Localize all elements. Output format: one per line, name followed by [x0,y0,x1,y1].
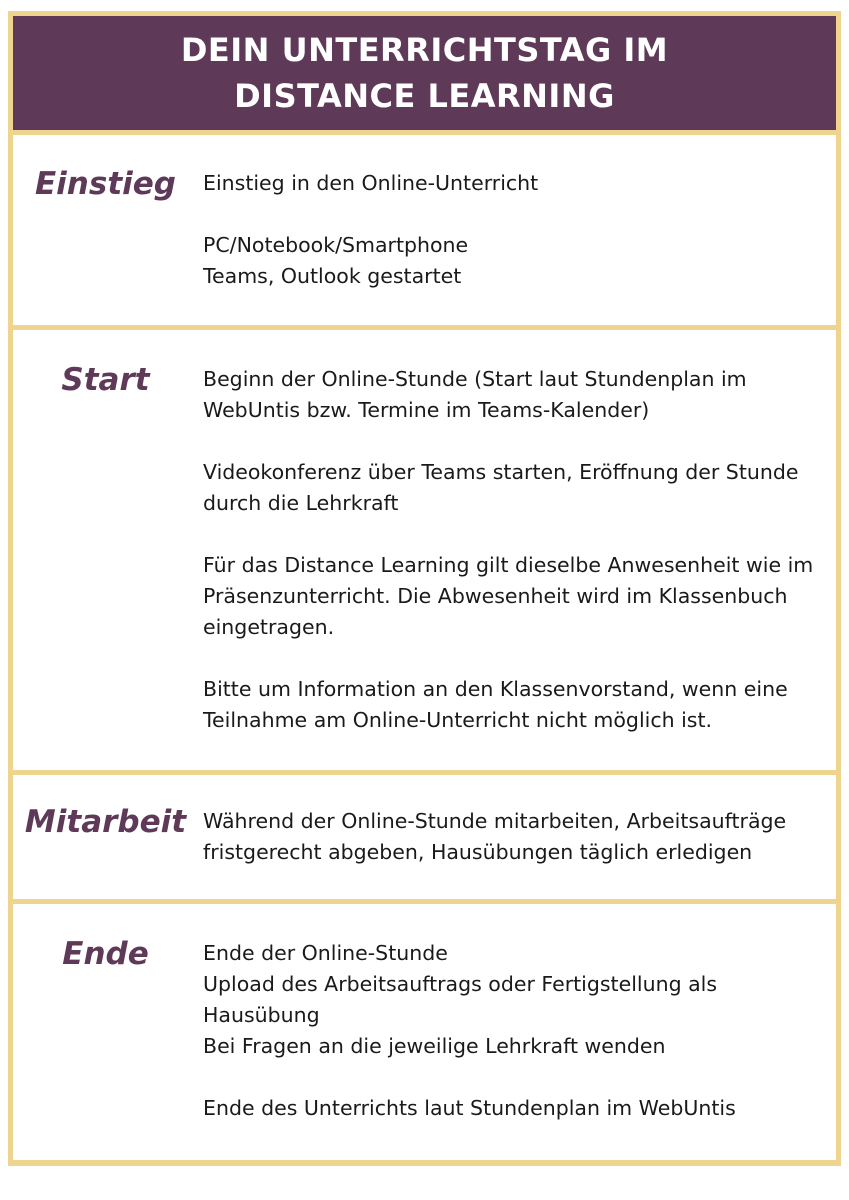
text-line: Bitte um Information an den Klassenvorstand, wenn eine [203,677,788,701]
section-mitarbeit [13,775,836,899]
text-line: Upload des Arbeitsauftrags oder Fertigstellung als [203,972,718,996]
text-line: Teilnahme am Online-Unterricht nicht möglich ist. [203,708,713,732]
text-line: Hausübung [203,1003,320,1027]
section-body-start [203,364,830,736]
text-line: WebUntis bzw. Termine im Teams-Kalender) [203,398,650,422]
text-line: Ende der Online-Stunde [203,941,448,965]
section-label-start: Start [61,362,150,398]
section-label-einstieg: Einstieg [35,166,176,202]
section-label-ende: Ende [62,936,149,972]
text-line: Teams, Outlook gestartet [203,264,462,288]
text-line: Einstieg in den Online-Unterricht [203,171,539,195]
text-line: Ende des Unterrichts laut Stundenplan im WebUntis [203,1096,736,1120]
title-line-2: DISTANCE LEARNING [234,77,615,115]
text-line: Präsenzunterricht. Die Abwesenheit wird im Klassenbuch [203,584,788,608]
text-line: durch die Lehrkraft [203,491,399,515]
text-line: Bei Fragen an die jeweilige Lehrkraft wenden [203,1034,666,1058]
text-line: PC/Notebook/Smartphone [203,233,469,257]
page-title [181,27,668,119]
text-line: Während der Online-Stunde mitarbeiten, Arbeitsaufträge [203,809,787,833]
section-start [13,330,836,770]
section-body-einstieg [203,168,830,292]
title-line-1: DEIN UNTERRICHTSTAG IM [180,31,669,69]
text-line: eingetragen. [203,615,335,639]
section-einstieg [13,135,836,325]
header-banner [13,16,836,130]
section-body-ende [203,938,830,1124]
info-sheet [8,11,841,1166]
section-ende [13,904,836,1160]
text-line: Beginn der Online-Stunde (Start laut Stundenplan im [203,367,747,391]
section-body-mitarbeit [203,806,830,868]
text-line: fristgerecht abgeben, Hausübungen täglich erledigen [203,840,753,864]
text-line: Für das Distance Learning gilt dieselbe Anwesenheit wie im [203,553,814,577]
section-label-mitarbeit: Mitarbeit [24,804,187,840]
text-line: Videokonferenz über Teams starten, Eröffnung der Stunde [203,460,799,484]
